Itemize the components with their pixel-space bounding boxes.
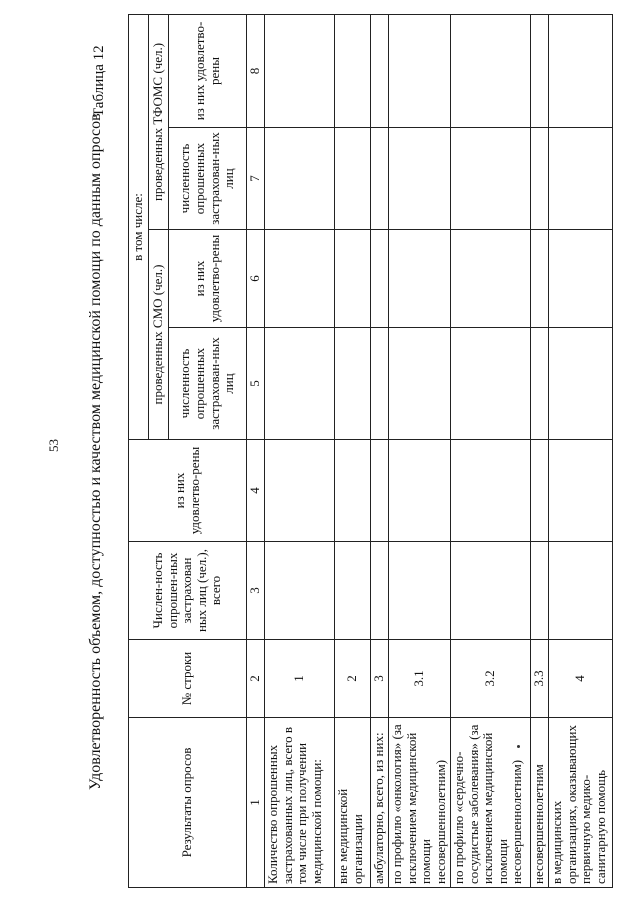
row-number: 4 (549, 640, 613, 718)
row-number: 2 (335, 640, 371, 718)
column-number: 1 (247, 718, 265, 888)
column-number-row (247, 14, 265, 887)
table-row (389, 14, 451, 887)
header-smo-count: численность опрошенных застрахован-ных лиц (169, 328, 247, 440)
row-number: 1 (265, 640, 335, 718)
header-satisfied: из них удовлетво-рены (129, 440, 247, 542)
column-number: 4 (247, 440, 265, 542)
row-label: по профилю «сердечно-сосудистые заболевания» (за исключением медицинской помощи несовершеннолетним) (451, 718, 531, 888)
table-row (265, 14, 335, 887)
header-tfoms-satisfied: из них удовлетво-рены (169, 14, 247, 127)
table-row (371, 14, 389, 887)
row-number: 3.2 (451, 640, 531, 718)
column-number: 5 (247, 328, 265, 440)
row-label: амбулаторно, всего, из них: (371, 718, 389, 888)
column-number: 7 (247, 128, 265, 230)
header-smo: проведенных СМО (чел.) (149, 230, 169, 440)
header-row-no: № строки (129, 640, 247, 718)
table-row (549, 14, 613, 887)
header-tfoms-count: численность опрошенных застрахован-ных лиц (169, 128, 247, 230)
row-label: Количество опрошенных застрахованных лиц, всего в том числе при получении медицинской помощи: (265, 718, 335, 888)
column-number: 2 (247, 640, 265, 718)
table-row (451, 14, 531, 887)
row-label: несовершеннолетним (531, 718, 549, 888)
satisfaction-table (128, 15, 612, 888)
table-title: Удовлетворенность объемом, доступностью и качеством медицинской помощи по данным опросов (87, 113, 104, 790)
row-number: 3.1 (389, 640, 451, 718)
row-number: 3 (371, 640, 389, 718)
row-label: вне медицинской организации (335, 718, 371, 888)
row-label: по профилю «онкология» (за исключением медицинской помощи несовершеннолетним) (389, 718, 451, 888)
row-label: в медицинских организациях, оказывающих первичную медико-санитарную помощь (549, 718, 613, 888)
header-results: Результаты опросов (129, 718, 247, 888)
header-including: в том числе: (129, 14, 149, 439)
column-number: 8 (247, 14, 265, 127)
table-number: Таблица 12 (91, 45, 107, 117)
header-tfoms: проведенных ТФОМС (чел.) (149, 14, 169, 229)
table-row (335, 14, 371, 887)
header-smo-satisfied: из них удовлетво-рены (169, 230, 247, 328)
table-row (531, 14, 549, 887)
column-number: 6 (247, 230, 265, 328)
row-number: 3.3 (531, 640, 549, 718)
column-number: 3 (247, 542, 265, 640)
page-number: 53 (46, 439, 61, 452)
header-count-total: Числен-ность опрошен-ных застрахован ных лиц (чел.), всего (129, 542, 247, 640)
scan-speck (517, 745, 520, 748)
